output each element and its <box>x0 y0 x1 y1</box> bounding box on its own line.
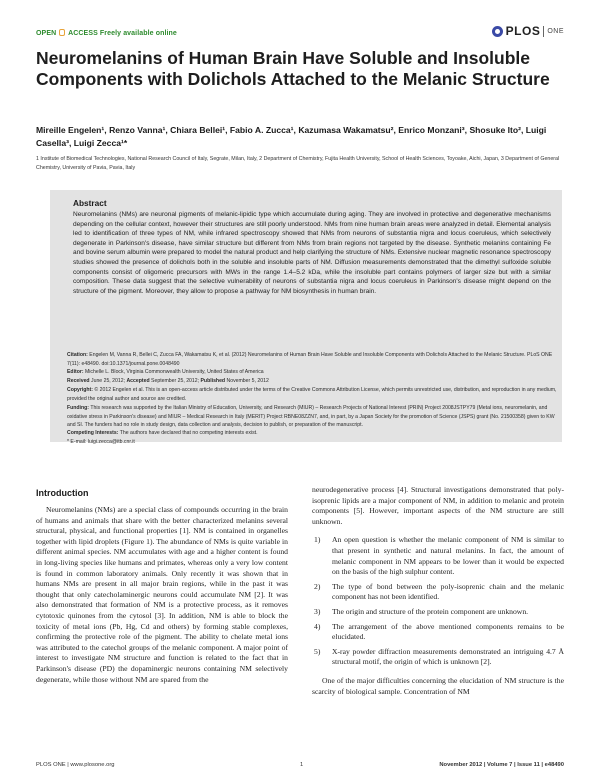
list-item-text: X-ray powder diffraction measurements demonstrated an intriguing 4.7 Å structural motif, the origin of which is unknown [2]. <box>332 646 564 667</box>
footer-journal[interactable]: PLOS ONE | www.plosone.org <box>36 762 115 768</box>
list-item <box>312 607 564 618</box>
author-list: Mireille Engelen¹, Renzo Vanna¹, Chiara Bellei¹, Fabio A. Zucca¹, Kazumasa Wakamatsu², Enrico Monzani³, Shosuke Ito², Luigi Casella³, Luigi Zecca¹* <box>36 125 547 148</box>
editor-label: Editor: <box>67 369 84 375</box>
list-item-number: 2) <box>314 581 321 591</box>
copyright-label: Copyright: <box>67 387 93 393</box>
citation-block <box>67 351 557 368</box>
funding-label: Funding: <box>67 405 89 411</box>
citation-text: Engelen M, Vanna R, Bellei C, Zucca FA, Wakamatsu K, et al. (2012) Neuromelanins of Human Brain Have Soluble and Insoluble Components with Dolichols Attached to the Melanic Structure. PLoS ONE 7(11): e48490. doi:10.1371/journal.pone.0048490 <box>67 352 553 367</box>
abstract-heading: Abstract <box>73 198 107 208</box>
editor-block <box>67 368 557 377</box>
affiliations: 1 Institute of Biomedical Technologies, National Research Council of Italy, Segrate, Milan, Italy, 2 Department of Chemistry, Fujita Health University, School of Health Sciences, Toyoake, Aichi, Japan, 3 Department of General Chemistry, University of Pavia, Pavia, Italy <box>36 156 560 171</box>
plos-logo-sub: ONE <box>547 27 564 35</box>
access-label: ACCESS <box>68 30 98 37</box>
list-item-number: 5) <box>314 646 321 656</box>
published-date: November 5, 2012 <box>226 378 269 384</box>
list-item <box>312 622 564 643</box>
introduction-heading: Introduction <box>36 488 89 498</box>
article-title: Neuromelanins of Human Brain Have Soluble and Insoluble Components with Dolichols Attached to the Melanic Structure <box>36 48 550 89</box>
list-item-text: The arrangement of the above mentioned components remains to be elucidated. <box>332 621 564 642</box>
intro-paragraph-right: neurodegenerative process [4]. Structural investigations demonstrated that poly-isoprenic lipids are a major component of NM, in addition to melanic and protein components [5]. However, important aspects of the NM structure are still unknown. <box>312 485 564 526</box>
accepted-date: September 25, 2012; <box>151 378 200 384</box>
list-item <box>312 647 564 668</box>
footer-page-number: 1 <box>300 762 304 768</box>
received-label: Received <box>67 378 90 384</box>
list-item <box>312 535 564 577</box>
list-item <box>312 582 564 603</box>
logo-divider <box>543 26 544 37</box>
received-date: June 25, 2012; <box>91 378 126 384</box>
list-item-number: 3) <box>314 606 321 616</box>
competing-label: Competing Interests: <box>67 430 119 436</box>
intro-paragraph-after-list: One of the major difficulties concerning the elucidation of NM structure is the scarcity of biological sample. Concentration of NM <box>312 675 564 696</box>
intro-paragraph-1: Neuromelanins (NMs) are a special class of compounds occurring in the brain of humans and animals that share with the better characterized melanins several structural, physical, and functional properties [1]. NM is contained in organelles together with lipid droplets (Figure 1). The abundance of NMs is quite variable in different animal species. NM accumulates with age and a higher content is found in long-living species like humans and primates, whereas only a very low content is found in common laboratory animals. Only recently it was shown that in humans NMs are present in all major brain regions, while in the past it was thought that only catecholaminergic neurons could accumulate NM [2]. It was also demonstrated that formation of NM is a protective process, as it removes cytotoxic quinones from the cytosol [3]. In addition, NM is able to block the toxicity of metal ions (Pb, Hg, Cd and others) by forming stable complexes, confirming the protective role of the pigment. The ability to chelate metal ions was attributed to the catechol groups of the melanic component. A major point of interest to investigate NM structure and function is related to the fact that in Parkinson's disease (PD) the dopaminergic neurons containing NM selectively degenerate, while those without NM are spared from the <box>36 505 288 684</box>
editor-text: Michelle L. Block, Virginia Commonwealth University, United States of America <box>85 369 264 375</box>
open-access-label: OPEN <box>36 30 57 37</box>
open-access-badge <box>36 29 177 37</box>
funding-block <box>67 404 557 430</box>
list-item-text: The type of bond between the poly-isoprenic chain and the melanic component has not been identified. <box>332 581 564 602</box>
open-questions-list <box>312 535 564 668</box>
list-item-number: 4) <box>314 621 321 631</box>
list-item-number: 1) <box>314 535 321 545</box>
corresponding-email[interactable]: * E-mail: luigi.zecca@itb.cnr.it <box>67 439 135 445</box>
funding-text: This research was supported by the Italian Ministry of Education, University, and Research (MIUR) – Research Projects of National Interest (PRIN) Project 2008JSTPY79 (Metal ions, neuromelanin, and oxidative stress in Parkinson's disease) and MIUR – Medical Research in Italy (MERIT) Project RBNE08ZZN7, and, in part, by a Japan Society for the promotion of Science (JSPS) grant (No. 21500358) given to KW and SI. The funders had no role in study design, data collection and analysis, decision to publish, or preparation of the manuscript. <box>67 405 555 428</box>
right-column <box>312 485 564 697</box>
plos-one-logo <box>492 24 564 38</box>
plos-logo-word: PLOS <box>505 24 541 38</box>
competing-interests-block <box>67 429 557 438</box>
open-lock-icon <box>59 29 65 36</box>
copyright-block <box>67 386 557 403</box>
copyright-text: © 2012 Engelen et al. This is an open-access article distributed under the terms of the Creative Commons Attribution License, which permits unrestricted use, distribution, and reproduction in any medium, provided the original author and source are credited. <box>67 387 557 402</box>
citation-label: Citation: <box>67 352 88 358</box>
competing-text: The authors have declared that no competing interests exist. <box>119 430 258 436</box>
list-item-text: The origin and structure of the protein component are unknown. <box>332 606 529 616</box>
left-column <box>36 485 288 685</box>
abstract-text: Neuromelanins (NMs) are neuronal pigments of melanic-lipidic type which accumulate during aging. They are involved in protective and degenerative mechanisms depending on the cellular context, however their structures are still poorly understood. NMs from nine human brain areas were analyzed in detail. Elemental analysis led to identification of three types of NM, while infrared spectroscopy showed that NMs from neurons of substantia nigra and locus coeruleus, which selectively degenerate in Parkinson's disease, have similar structure but different from NMs from brain regions not targeted by the disease. Synthetic melanins containing Fe and bovine serum albumin were prepared to model the natural product and help clarifying the structure of NMs. Extensive nuclear magnetic resonance spectroscopy studies showed the presence of dolichols both in the soluble and insoluble parts of NM. Diffusion measurements demonstrated that the dimethyl sulfoxide soluble components consist of oligomeric precursors with MWs in the range 1.4–5.2 kDa, while the insoluble part contains polymers of larger size but with a similar composition. These data suggest that the selective vulnerability of neurons of substantia nigra and locus coeruleus in Parkinson's disease might depend on the structure of the pigment. Moreover, they allow to propose a pathway for NM biosynthesis in human brain. <box>73 211 551 295</box>
list-item-text: An open question is whether the melanic component of NM is similar to that present in synthetic and natural melanins. In fact, the amount of melanic component in NM appears to be lower than it would be expected on the basis of the high sulphur content. <box>332 535 564 577</box>
footer-issue-info: November 2012 | Volume 7 | Issue 11 | e48490 <box>439 762 564 768</box>
dates-block <box>67 377 557 386</box>
email-block <box>67 438 557 447</box>
accepted-label: Accepted <box>126 378 150 384</box>
published-label: Published <box>200 378 226 384</box>
freely-available-label: Freely available online <box>99 30 177 37</box>
plos-logo-icon <box>492 26 503 37</box>
journal-header <box>36 26 564 40</box>
